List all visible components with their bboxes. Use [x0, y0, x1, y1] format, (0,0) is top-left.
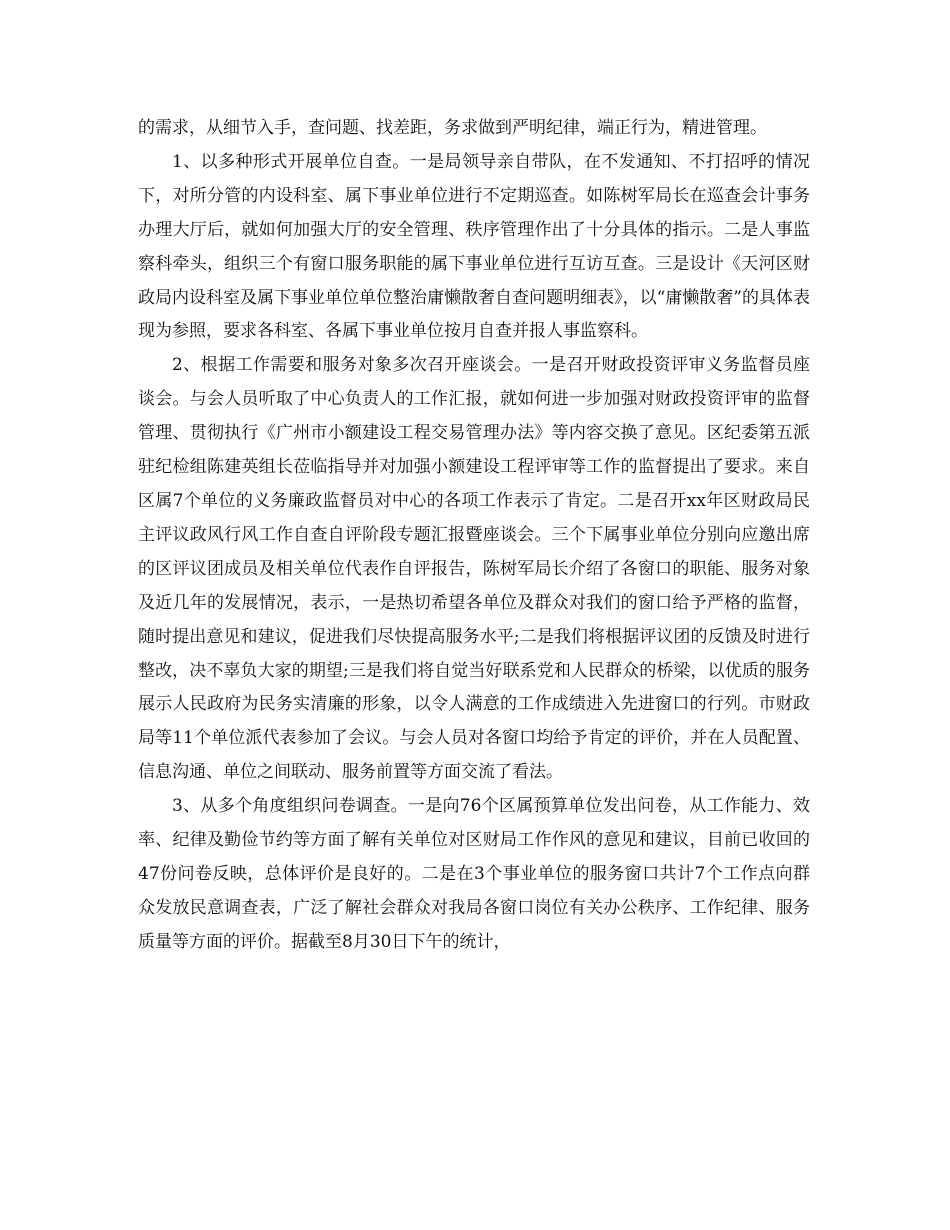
- paragraph-self-inspection: 1、以多种形式开展单位自查。一是局领导亲自带队，在不发通知、不打招呼的情况下，对所分管的内设科室、属下事业单位进行不定期巡查。如陈树军局长在巡查会计事务办理大厅后，就如何加强大厅的安全管理、秩序管理作出了十分具体的指示。二是人事监察科牵头，组织三个有窗口服务职能的属下事业单位进行互访互查。三是设计《天河区财政局内设科室及属下事业单位单位整治庸懒散奢自查问题明细表》，以“庸懒散奢”的具体表现为参照，要求各科室、各属下事业单位按月自查并报人事监察科。: [138, 151, 810, 342]
- paragraph-questionnaire: 3、从多个角度组织问卷调查。一是向76个区属预算单位发出问卷，从工作能力、效率、纪律及勤俭节约等方面了解有关单位对区财局工作作风的意见和建议，目前已收回的47份问卷反映，总体评价是良好的。二是在3个事业单位的服务窗口共计7个工作点向群众发放民意调查表，广泛了解社会群众对我局各窗口岗位有关办公秩序、工作纪律、服务质量等方面的评价。据截至8月30日下午的统计，: [138, 796, 810, 952]
- paragraph-continuation: 的需求，从细节入手，查问题、找差距，务求做到严明纪律，端正行为，精进管理。: [138, 118, 767, 138]
- paragraph-symposiums: 2、根据工作需要和服务对象多次召开座谈会。一是召开财政投资评审义务监督员座谈会。与会人员听取了中心负责人的工作汇报，就如何进一步加强对财政投资评审的监督管理、贯彻执行《广州市小额建设工程交易管理办法》等内容交换了意见。区纪委第五派驻纪检组陈建英组长莅临指导并对加强小额建设工程评审等工作的监督提出了要求。来自区属7个单位的义务廉政监督员对中心的各项工作表示了肯定。二是召开xx年区财政局民主评议政风行风工作自查自评阶段专题汇报暨座谈会。三个下属事业单位分别向应邀出席的区评议团成员及相关单位代表作自评报告，陈树军局长介绍了各窗口的职能、服务对象及近几年的发展情况，表示，一是热切希望各单位及群众对我们的窗口给予严格的监督，随时提出意见和建议，促进我们尽快提高服务水平;二是我们将根据评议团的反馈及时进行整改，决不辜负大家的期望;三是我们将自觉当好联系党和人民群众的桥梁，以优质的服务展示人民政府为民务实清廉的形象，以令人满意的工作成绩进入先进窗口的行列。市财政局等11个单位派代表参加了会议。与会人员对各窗口均给予肯定的评价，并在人员配置、信息沟通、单位之间联动、服务前置等方面交流了看法。: [138, 355, 810, 783]
- document-page: [138, 112, 810, 960]
